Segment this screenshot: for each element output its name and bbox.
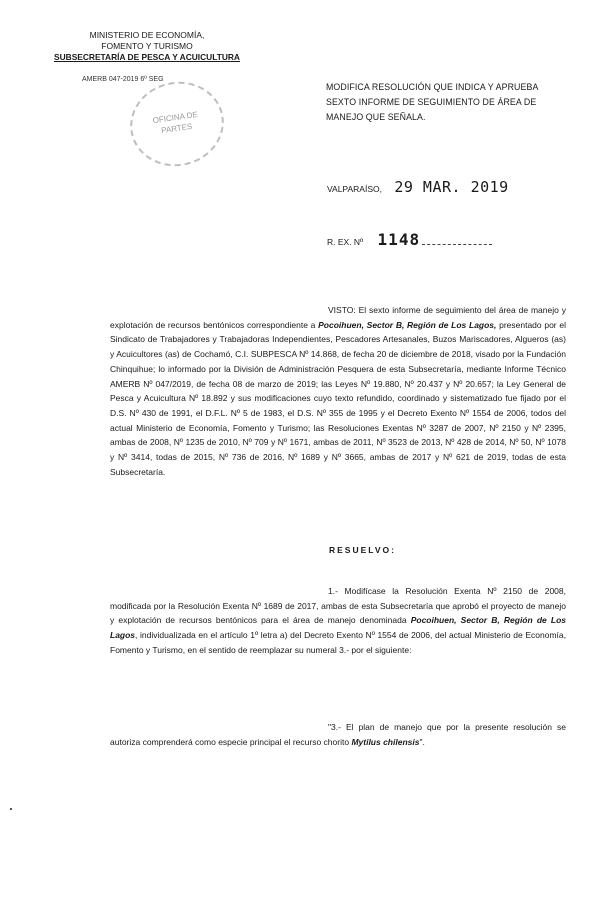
place: VALPARAÍSO, (327, 184, 382, 194)
article-1-paragraph: 1.- Modifícase la Resolución Exenta Nº 2150 de 2008, modificada por la Resolución Exenta Nº 1689 de 2017, ambas de esta Subsecretaría que aprobó el proyecto de manejo y explotación de recursos bentónicos para el área de manejo denominada Pocoihuen, Sector B, Región de Los Lagos, individualizada en el artículo 1º letra a) del Decreto Exento Nº 1554 de 2006, del actual Ministerio de Economía, Fomento y Turismo, en el sentido de reemplazar su numeral 3.- por el siguiente: (110, 586, 566, 655)
article-1-quote-paragraph: "3.- El plan de manejo que por la presente resolución se autoriza comprenderá como especie principal el recurso chorito Mytilus chilensis". (110, 722, 566, 747)
resolution-subject: MODIFICA RESOLUCIÓN QUE INDICA Y APRUEBA SEXTO INFORME DE SEGUIMIENTO DE ÁREA DE MANEJO QUE SEÑALA. (326, 82, 538, 122)
area-name-emphasis: Pocoihuen, Sector B, Región de Los Lagos, (318, 319, 497, 330)
species-name-emphasis: Mytilus chilensis (351, 736, 420, 747)
area-name-emphasis: Pocoihuen, Sector B, Región de Los Lagos (110, 615, 566, 641)
file-reference: AMERB 047-2019 6º SEG (82, 76, 164, 83)
resuelvo-heading: RESUELVO: (329, 545, 396, 555)
undersecretariat-name: SUBSECRETARÍA DE PESCA Y ACUICULTURA (54, 52, 240, 62)
margin-mark (10, 808, 12, 810)
visto-paragraph: VISTO: El sexto informe de seguimiento del área de manejo y explotación de recursos bentónicos correspondiente a Pocoihuen, Sector B, Región de Los Lagos, presentado por el Sindicato de Trabajadores y Trabajadoras Independientes, Pescadores Artesanales, Buzos Mariscadores, Algueros (as) y Acuicultores (as) de Cochamó, C.I. SUBPESCA Nº 14.868, de fecha 20 de diciembre de 2018, visado por la Fundación Chinquihue; lo informado por la División de Administración Pesquera de esta Subsecretaría, mediante Informe Técnico AMERB Nº 047/2019, de fecha 08 de marzo de 2019; las Leyes Nº 19.880, Nº 20.437 y Nº 20.657; la Ley General de Pesca y Acuicultura Nº 18.892 y sus modificaciones cuyo texto refundido, coordinado y sistematizado fue fijado por el D.S. Nº 430 de 1991, el D.F.L. Nº 5 de 1983, el D.S. Nº 355 de 1995 y el Decreto Exento Nº 1554 de 2006, todos del actual Ministerio de Economía, Fomento y Turismo; las Resoluciones Exentas Nº 3287 de 2007, Nº 2150 y Nº 2395, ambas de 2008, Nº 1235 de 2010, Nº 709 y Nº 1671, ambas de 2011, Nº 3523 de 2013, Nº 428 de 2014, Nº 50, Nº 1078 y Nº 3414, todas de 2015, Nº 736 de 2016, Nº 1689 y Nº 3665, ambas de 2017 y Nº 621 de 2019, todas de esta Subsecretaría. (110, 305, 566, 477)
number-underline (422, 244, 492, 245)
ministry-name: MINISTERIO DE ECONOMÍA, (89, 30, 205, 40)
resolution-number (327, 230, 492, 249)
resolution-number-label: R. EX. Nº (327, 237, 364, 247)
letterhead (52, 30, 242, 83)
ministry-subtitle: FOMENTO Y TURISMO (101, 41, 193, 51)
office-stamp-text: OFICINA DE PARTES (152, 109, 199, 136)
place-and-date (327, 178, 509, 196)
resolution-number-value: 1148 (377, 230, 421, 249)
date-stamp: 29 MAR. 2019 (394, 178, 509, 196)
